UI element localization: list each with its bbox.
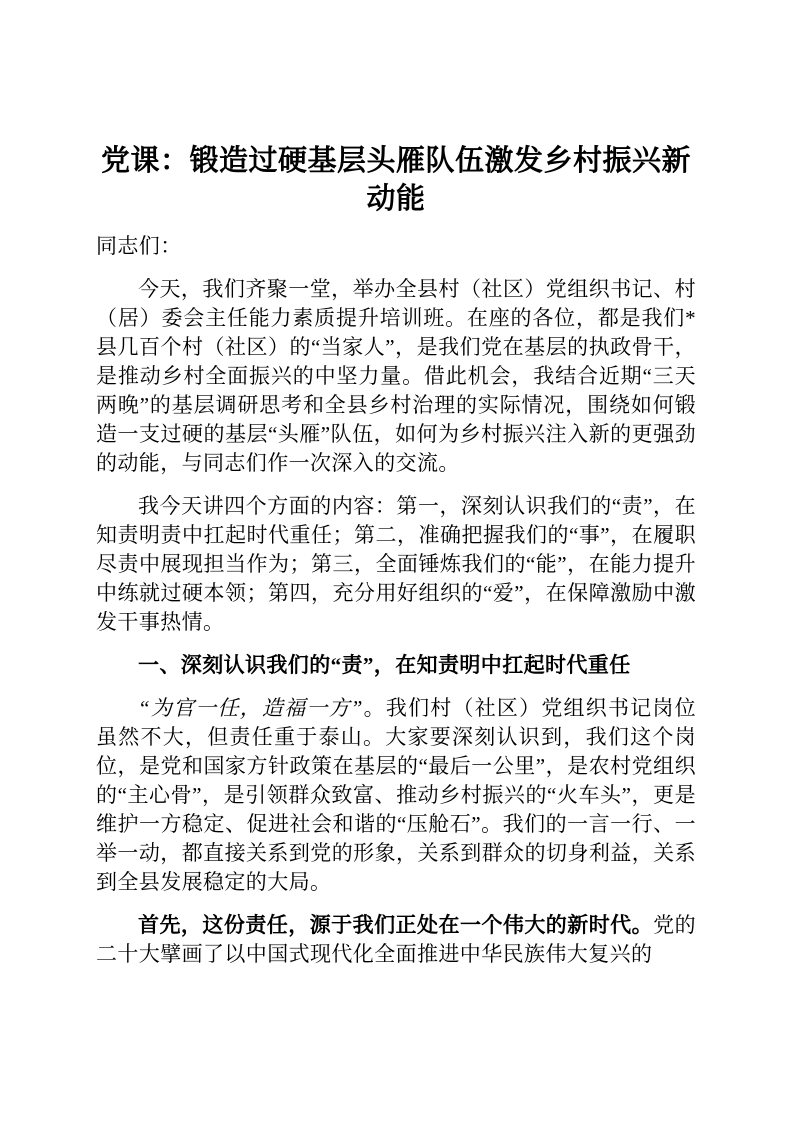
paragraph-responsibility xyxy=(96,694,696,897)
document-title: 党课：锻造过硬基层头雁队伍激发乡村振兴新动能 xyxy=(100,145,691,215)
paragraph-outline: 我今天讲四个方面的内容：第一，深刻认识我们的“责”，在知责明责中扛起时代重任；第二，准确把握我们的“事”，在履职尽责中展现担当作为；第三，全面锤炼我们的“能”，在能力提升中练就过硬本领；第四，充分用好组织的“爱”，在保障激励中激发干事热情。 xyxy=(96,494,696,634)
first-point-lead-bold: 首先，这份责任，源于我们正处在一个伟大的新时代。 xyxy=(138,913,654,937)
paragraph-responsibility-text: 。我们村（社区）党组织书记岗位虽然不大，但责任重于泰山。大家要深刻认识到，我们这个岗位，是党和国家方针政策在基层的“最后一公里”，是农村党组织的“主心骨”，是引领群众致富、推动乡村振兴的“火车头”，更是维护一方稳定、促进社会和谐的“压舱石”。我们的一言一行、一举一动，都直接关系到党的形象，关系到群众的切身利益，关系到全县发展稳定的大局。 xyxy=(96,696,696,894)
paragraph-intro: 今天，我们齐聚一堂，举办全县村（社区）党组织书记、村（居）委会主任能力素质提升培训班。在座的各位，都是我们*县几百个村（社区）的“当家人”，是我们党在基层的执政骨干，是推动乡村全面振兴的中坚力量。借此机会，我结合近期“三天两晚”的基层调研思考和全县乡村治理的实际情况，围绕如何锻造一支过硬的基层“头雁”队伍，如何为乡村振兴注入新的更强劲的动能，与同志们作一次深入的交流。 xyxy=(96,277,696,475)
salutation: 同志们： xyxy=(96,234,182,258)
section-heading-1: 一、深刻认识我们的“责”，在知责明中扛起时代重任 xyxy=(138,653,631,677)
first-point-text: 党的二十大擘画了以中国式现代化全面推进中华民族伟大复兴的 xyxy=(96,913,696,966)
quoted-motto: “为官一任，造福一方” xyxy=(138,696,363,720)
paragraph-first-point xyxy=(96,911,696,969)
